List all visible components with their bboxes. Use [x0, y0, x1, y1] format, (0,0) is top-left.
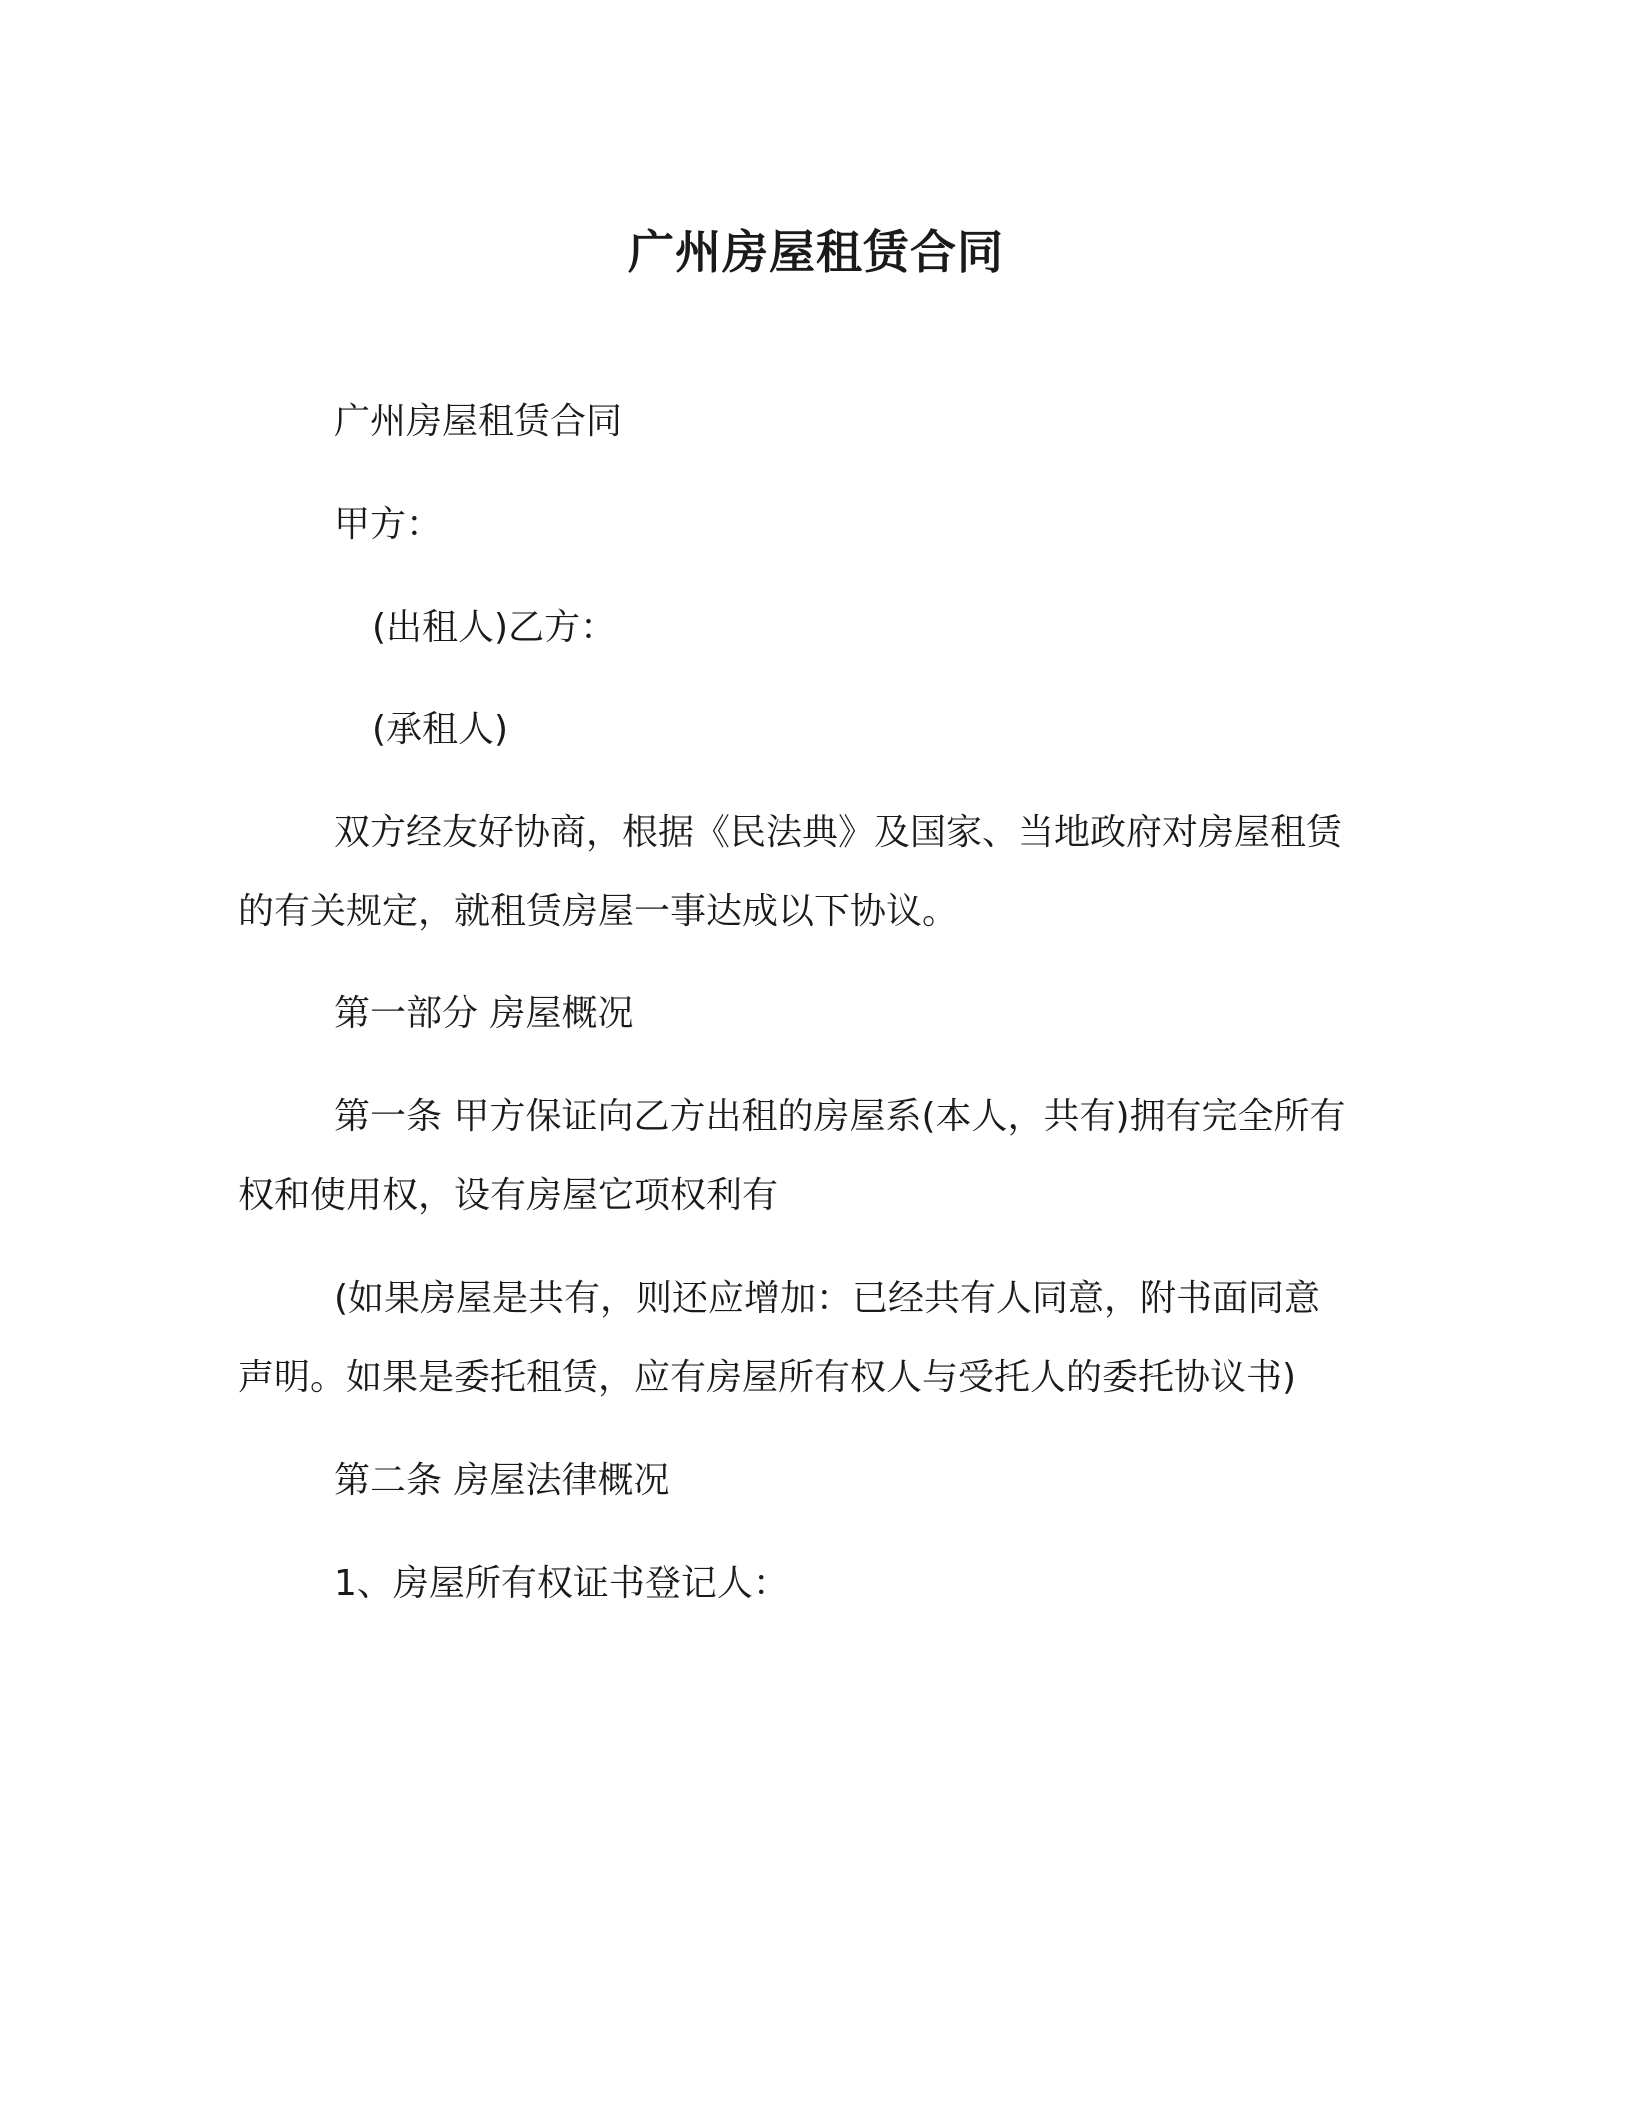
lessee-line: (承租人): [372, 709, 509, 750]
subtitle-line: 广州房屋租赁合同: [334, 401, 623, 442]
intro-paragraph-line-1: 双方经友好协商，根据《民法典》及国家、当地政府对房屋租赁: [334, 812, 1343, 853]
article-two-heading: 第二条 房屋法律概况: [334, 1460, 670, 1501]
party-a-line: 甲方：: [334, 504, 443, 545]
article-one-line-2: 权和使用权，设有房屋它项权利有: [238, 1175, 779, 1216]
note-paragraph-line-1: (如果房屋是共有，则还应增加：已经共有人同意，附书面同意: [334, 1278, 1321, 1319]
intro-paragraph-line-2: 的有关规定，就租赁房屋一事达成以下协议。: [238, 891, 959, 932]
note-paragraph-line-2: 声明。如果是委托租赁，应有房屋所有权人与受托人的委托协议书): [238, 1357, 1297, 1398]
ownership-certificate-line: 1、房屋所有权证书登记人：: [334, 1563, 789, 1604]
lessor-party-b-line: (出租人)乙方：: [372, 607, 617, 648]
document-title: 广州房屋租赁合同: [628, 225, 1004, 279]
section-heading-part-one: 第一部分 房屋概况: [334, 993, 634, 1034]
article-one-line-1: 第一条 甲方保证向乙方出租的房屋系(本人，共有)拥有完全所有: [334, 1096, 1346, 1137]
